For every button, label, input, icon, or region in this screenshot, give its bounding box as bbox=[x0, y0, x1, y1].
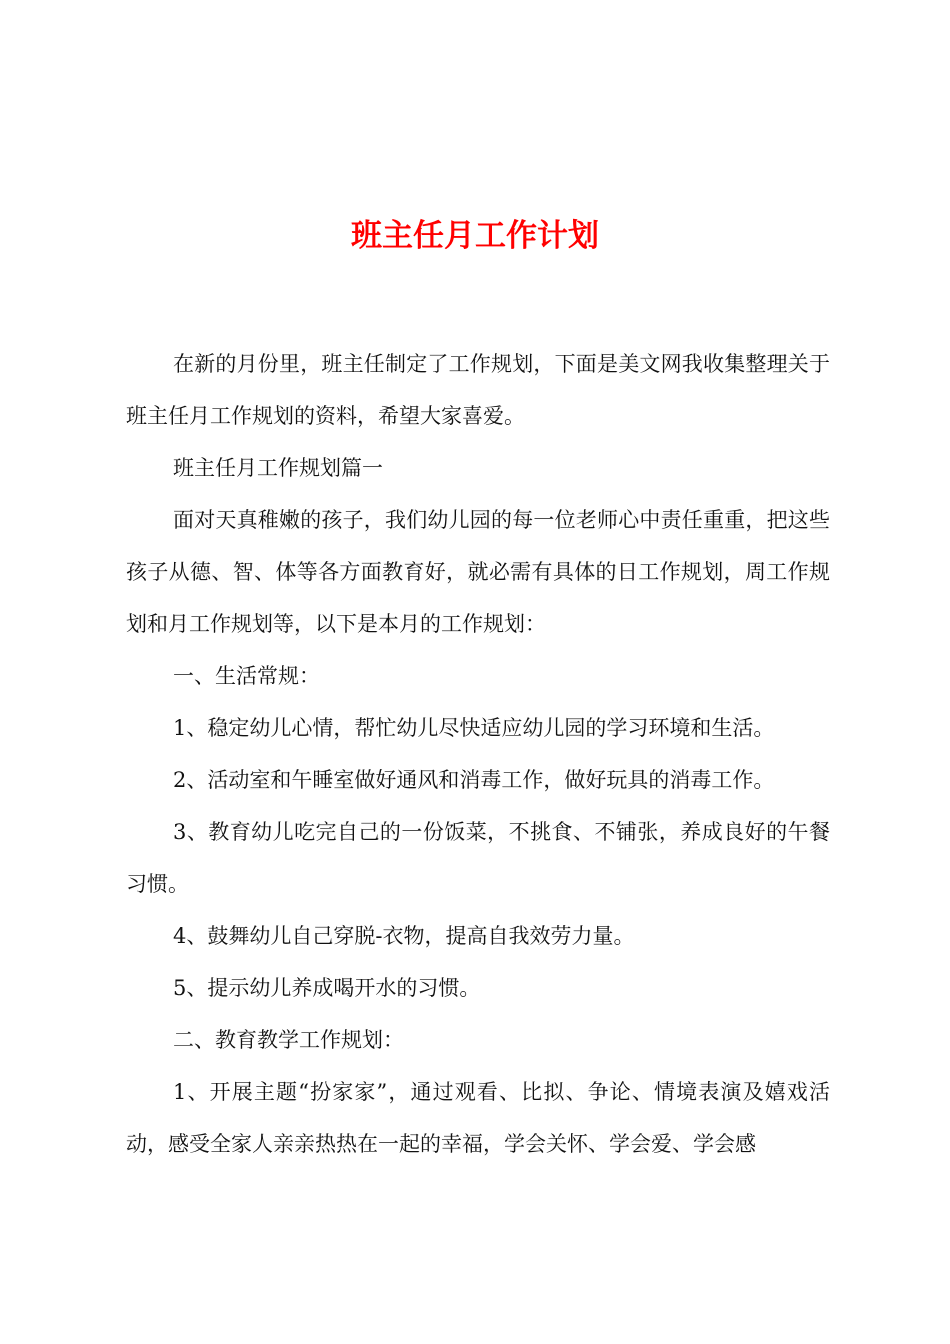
paragraph-overview: 面对天真稚嫩的孩子，我们幼儿园的每一位老师心中责任重重，把这些孩子从德、智、体等各方面教育好，就必需有具体的日工作规划，周工作规划和月工作规划等，以下是本月的工作规划： bbox=[126, 508, 830, 636]
heading-life-routine: 一、生活常规： bbox=[173, 664, 320, 688]
paragraph-intro: 在新的月份里，班主任制定了工作规划，下面是美文网我收集整理关于班主任月工作规划的资料，希望大家喜爱。 bbox=[126, 352, 830, 428]
list-item: 2、活动室和午睡室做好通风和消毒工作，做好玩具的消毒工作。 bbox=[173, 768, 775, 792]
heading-teaching-plan: 二、教育教学工作规划： bbox=[173, 1028, 404, 1052]
list-item: 3、教育幼儿吃完自己的一份饭菜，不挑食、不铺张，养成良好的午餐习惯。 bbox=[126, 820, 830, 896]
list-item: 5、提示幼儿养成喝开水的习惯。 bbox=[173, 976, 481, 1000]
list-item: 1、开展主题“扮家家”，通过观看、比拟、争论、情境表演及嬉戏活动，感受全家人亲亲热热在一起的幸福，学会关怀、学会爱、学会感 bbox=[126, 1080, 830, 1156]
document-title: 班主任月工作计划 bbox=[351, 218, 599, 254]
paragraph-section-heading: 班主任月工作规划篇一 bbox=[173, 456, 383, 480]
list-item: 4、鼓舞幼儿自己穿脱-衣物，提高自我效劳力量。 bbox=[173, 924, 635, 948]
list-item: 1、稳定幼儿心情，帮忙幼儿尽快适应幼儿园的学习环境和生活。 bbox=[173, 716, 775, 740]
document-body bbox=[126, 338, 830, 1170]
